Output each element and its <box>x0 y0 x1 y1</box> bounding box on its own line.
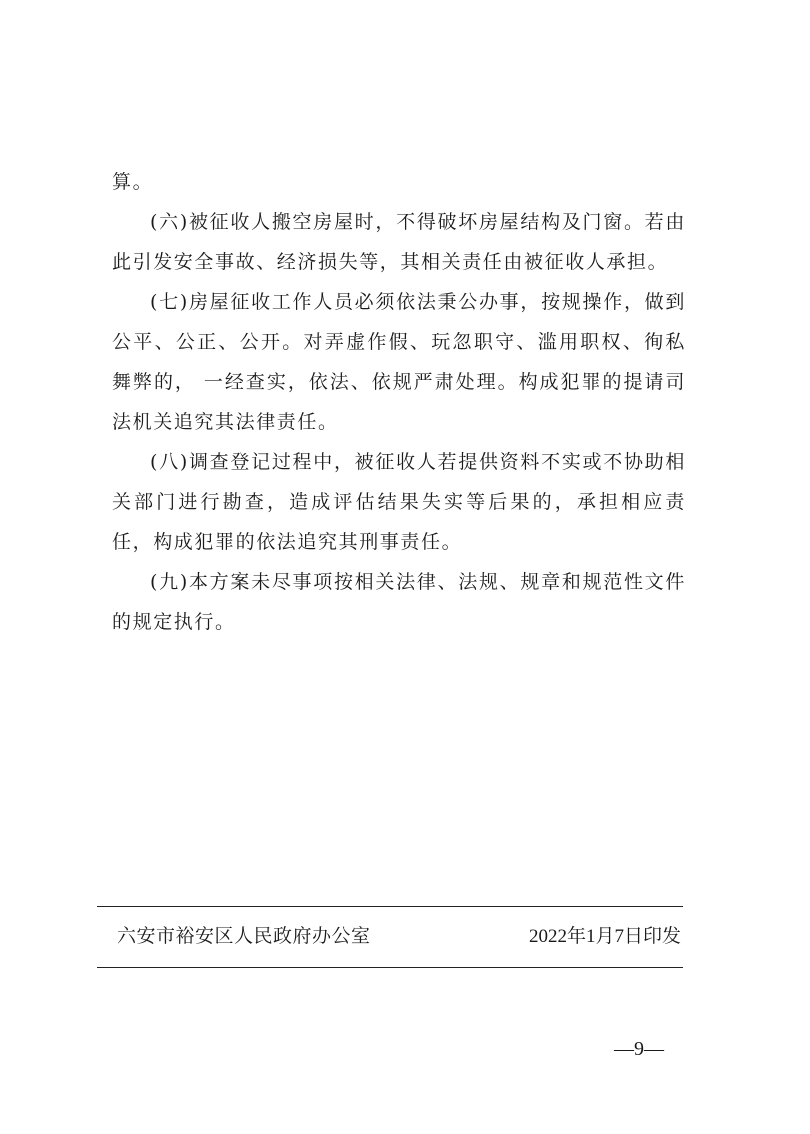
paragraph-item-7: (七)房屋征收工作人员必须依法秉公办事，按规操作，做到公平、公正、公开。对弄虚作假、玩忽职守、滥用职权、徇私舞弊的， 一经查实，依法、依规严肃处理。构成犯罪的提请司法机关追究其法律责任。 <box>112 291 686 433</box>
paragraph-item-6: (六)被征收人搬空房屋时，不得破坏房屋结构及门窗。若由此引发安全事故、经济损失等，其相关责任由被征收人承担。 <box>112 211 686 273</box>
page-number: —9— <box>614 1038 664 1060</box>
issuing-office: 六安市裕安区人民政府办公室 <box>117 925 371 947</box>
paragraph-item-8: (八)调查登记过程中，被征收人若提供资料不实或不协助相关部门进行勘查，造成评估结果失实等后果的，承担相应责任，构成犯罪的依法追究其刑事责任。 <box>112 451 686 553</box>
imprint-block <box>97 906 683 968</box>
paragraph-item-9: (九)本方案未尽事项按相关法律、法规、规章和规范性文件的规定执行。 <box>112 571 686 633</box>
issue-date: 2022年1月7日印发 <box>528 926 681 947</box>
paragraph-continuation: 算。 <box>112 171 154 193</box>
document-body <box>112 162 686 642</box>
